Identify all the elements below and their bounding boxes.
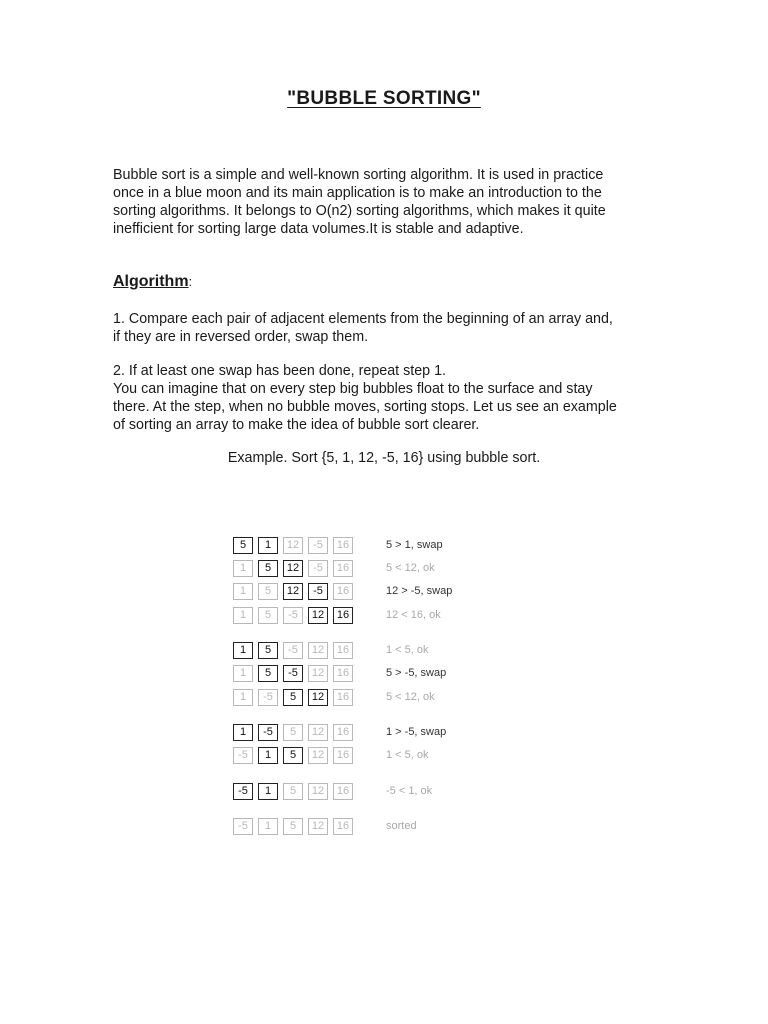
array-cell: 12 [308,747,328,764]
array-cell: 16 [333,747,353,764]
step1-line: 1. Compare each pair of adjacent elements from the beginning of an array and, [113,311,613,327]
intro-line: sorting algorithms. It belongs to O(n2) sorting algorithms, which makes it quite [113,203,606,219]
array-cell: 1 [233,665,253,682]
intro-line: inefficient for sorting large data volumes.It is stable and adaptive. [113,221,524,237]
array-cell: 16 [333,583,353,600]
array-cell: 1 [233,560,253,577]
step1-line: if they are in reversed order, swap them. [113,329,369,345]
sort-step-row [233,642,358,659]
array-cell: 16 [333,783,353,800]
step-note: -5 < 1, ok [386,785,433,797]
bubble-sort-steps-figure [233,0,533,1024]
step-note: 12 < 16, ok [386,609,441,621]
array-cell: 5 [283,689,303,706]
array-cell: 1 [233,642,253,659]
sort-step-row [233,537,358,554]
array-cell: 12 [308,607,328,624]
sort-step-row [233,665,358,682]
array-cell: 12 [283,560,303,577]
array-cell: 16 [333,665,353,682]
sort-step-row [233,724,358,741]
step-note: 5 < 12, ok [386,562,435,574]
array-cell: 12 [308,665,328,682]
array-cell: -5 [283,607,303,624]
array-cell: 16 [333,689,353,706]
sort-step-row [233,560,358,577]
array-cell: 16 [333,560,353,577]
intro-line: Bubble sort is a simple and well-known sorting algorithm. It is used in practice [113,167,604,183]
sort-step-row [233,783,358,800]
array-cell: 5 [283,783,303,800]
array-cell: -5 [308,537,328,554]
array-cell: 1 [233,583,253,600]
array-cell: 12 [308,724,328,741]
algorithm-heading [113,273,192,291]
array-cell: 5 [258,607,278,624]
array-cell: 1 [258,537,278,554]
array-cell: 16 [333,537,353,554]
array-cell: -5 [258,724,278,741]
array-cell: 12 [308,689,328,706]
step-note: 5 > -5, swap [386,667,447,679]
array-cell: 12 [283,537,303,554]
sort-step-row [233,583,358,600]
intro-line: once in a blue moon and its main application is to make an introduction to the [113,185,602,201]
step-note: 1 > -5, swap [386,726,447,738]
array-cell: 16 [333,818,353,835]
array-cell: 1 [258,783,278,800]
array-cell: 16 [333,607,353,624]
array-cell: 1 [233,689,253,706]
array-cell: 5 [283,747,303,764]
array-cell: -5 [308,583,328,600]
array-cell: 5 [258,583,278,600]
array-cell: -5 [233,783,253,800]
array-cell: 5 [233,537,253,554]
step2-line: there. At the step, when no bubble moves, sorting stops. Let us see an example [113,399,617,415]
array-cell: 12 [308,642,328,659]
array-cell: 5 [258,642,278,659]
array-cell: 12 [308,818,328,835]
sort-step-row [233,689,358,706]
array-cell: 5 [283,818,303,835]
step-note: 1 < 5, ok [386,644,429,656]
step-note: 5 > 1, swap [386,539,443,551]
sort-step-row [233,747,358,764]
step-note: sorted [386,820,417,832]
array-cell: 1 [233,607,253,624]
array-cell: 1 [233,724,253,741]
array-cell: 16 [333,724,353,741]
step-note: 5 < 12, ok [386,691,435,703]
array-cell: -5 [233,747,253,764]
step2-line: You can imagine that on every step big bubbles float to the surface and stay [113,381,593,397]
array-cell: -5 [308,560,328,577]
array-cell: 12 [283,583,303,600]
array-cell: -5 [283,642,303,659]
array-cell: 1 [258,818,278,835]
array-cell: 1 [258,747,278,764]
algorithm-heading-label: Algorithm [113,273,189,290]
array-cell: 5 [258,560,278,577]
step-note: 12 > -5, swap [386,585,453,597]
array-cell: 12 [308,783,328,800]
sort-step-row [233,818,358,835]
step-note: 1 < 5, ok [386,749,429,761]
step2-line: 2. If at least one swap has been done, repeat step 1. [113,363,447,379]
array-cell: 5 [258,665,278,682]
example-caption: Example. Sort {5, 1, 12, -5, 16} using bubble sort. [227,450,541,466]
array-cell: -5 [258,689,278,706]
array-cell: 5 [283,724,303,741]
title-text: "BUBBLE SORTING" [287,88,481,109]
step2-line: of sorting an array to make the idea of bubble sort clearer. [113,417,480,433]
sort-step-row [233,607,358,624]
array-cell: -5 [233,818,253,835]
array-cell: 16 [333,642,353,659]
array-cell: -5 [283,665,303,682]
algorithm-heading-colon: : [188,274,193,289]
